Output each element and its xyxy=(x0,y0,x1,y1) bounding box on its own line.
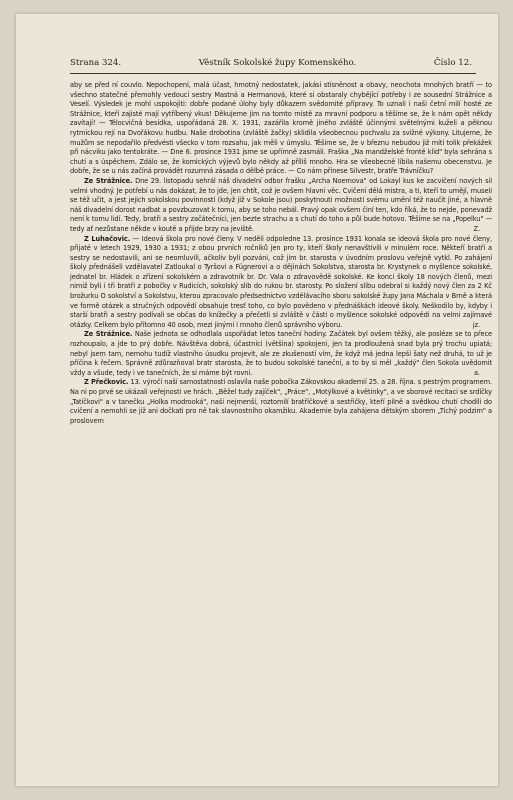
journal-title: Věstník Sokolské župy Komenského. xyxy=(198,58,357,68)
author-signature: Z. xyxy=(473,223,480,233)
paragraph-preckovice xyxy=(70,377,492,425)
place-heading: Ze Strážnice. xyxy=(84,175,133,185)
place-heading: Z Přečkovic. xyxy=(84,377,129,387)
document-page xyxy=(16,14,498,786)
author-signature: a. xyxy=(474,367,480,377)
place-heading: Ze Strážnice. xyxy=(84,329,133,339)
paragraph-text: Dne 29. listopadu sehrál náš divadelní odbor frašku „Archa Noemova" od Lokayl kus ke zacvičení nových sil velmi vhodný. Je potřebí u nás dokázat, že to jde, jen chtít, což je ovšem hlavní věc. Cvičení dělá mistra, a ti, kteří to umějí, museli se též učit, a jest jejich sokolskou povinností (když již v Sokole jsou) poskytnouti možnosti svému umění též naučit jiné, a hlavně náš divadelní dorost nadbat a povzbuzovat k tomu, aby se toho nebál. Pravý opak ovšem činí ten, kdo říká, že to nejde, ponevadž není k tomu lidí. Tedy, bratři a sestry začátečníci, jen bezte strachu a s chutí do toho a půl bude hotovo. Těšíme se na „Popelku" — tedy ať nezůstane někde v koutě a přijde brzy na jeviště. xyxy=(70,175,492,233)
paragraph-luhacovice xyxy=(70,234,492,330)
paragraph-text: 13. výročí naší samostatnosti oslavila naše pobočka Zákovskou akademií 25. a 28. října. s pestrým programem. Na ni po prvé se ukázali veřejnosti ve hrách. „Běžel tudy zajíček", „Práce", „Motýlkové a květinky", a ve sborové recitaci se srdíčky „Tatíčkovi" a v tanečku „Holka modrooká", naši nejmenší, roztomilí bratříčkové a sestřičky, kteří pilně a svědkou chutí chodili do cvičení a nemohli se již ani dočkati pro ně tak slavnostního okamžiku. Akademie byla zahájena dětským sborem „Tichý podzim" a proslovem xyxy=(70,377,492,425)
article-body xyxy=(70,80,492,425)
author-signature: jz. xyxy=(472,319,480,329)
paragraph-text: Naše jednota se odhodlala uspořádat letos taneční hodiny. Začátek byl ovšem těžký, ale posléze se to přece rozhoupalo, a jde to prý dobře. Návštěva dobrá, účastníci (většina) spokojeni, jen ta prodloužená snad byla prý trochu upiatá; nebyl jsem tam, nemohu tudíž vlastního úsudku projevit, ale ze zkušeností vím, že když má jedna lepší šaty než druhá, to už je příčina k řečem. Správně zdůrazňoval bratr starosta, že to budou sokolské taneční, a to by si měl „každý" člen Sokola uvědomit vždy a všude, tedy i ve tanečních, že si máme být rovni. xyxy=(70,329,492,377)
issue-number: Číslo 12. xyxy=(433,58,472,68)
paragraph-text: aby se před ní couvlo. Nepochopení, malá účast, hmotný nedostatek, jakási stísněnost a obavy, neochota mnohých bratří — to všechno statečné přemohly vedoucí sestry Mastná a Hermanová, které si obstaraly chybějící potřeby i ze sousední Strážnice a Veselí. Výsledek je mohl uspokojiti: dobře podané úlohy byly důkazem svědomité přípravy. To uznali i naši četní milí hosté ze Strážnice, kteří zajisté mají vytříbený vkus! Děkujeme jim na tomto místě za mravní podporu a těšíme se, že k nám opět někdy zavítají! — Tělocvičná besídka, uspořádaná 28. X. 1931, zazářila kromě jiného zvláště účinnými světelnými kuželi a pěknou rytmickou rejí na Dvořákovu hudbu. Naše drobotina (zvláště žačky) sklidila všeobecnou pochvalu za svižné výkony. Litujeme, že mužům se nepodařilo předvésti všecko v tom rozsahu, jak měli v úmyslu. Těšíme se, že v březnu nebudou již mítí tolik překážek při nácviku jako tentokráte. — Dne 6. prosince 1931 jsme se upřímně zasmáli. Fraška „Na mandželské frontě klid" byla sehrána s chutí a s úspěchem. Zdálo se, že komických výjevů bylo někdy až příliš mnoho. Hra se všeobecně líbila našemu obecenstvu. Je dobře, že se u nás začíná provádět rozumná zásada o dělbě práce. — Co nám přinese Silvestr, bratře Trávníčku? xyxy=(70,80,492,176)
page-number: Strana 324. xyxy=(70,58,122,68)
page-header xyxy=(70,58,472,68)
paragraph-intro xyxy=(70,80,492,176)
place-heading: Z Luhačovic. xyxy=(84,233,131,243)
paragraph-text: — Ideová škola pro nové členy. V neděli odpoledne 13. prosince 1931 konala se ideová škola pro nové členy, přijaté v letech 1929, 1930 a 1931; z obou prvních ročníků jen pro ty, kteří školy nenavštívili v minulém roce. Někteří bratři a sestry se nedostavili, ani se neomluvili, ačkoliv byli pozváni, což jim br. starosta v úvodním proslovu veřejně vytkl. Po zahájení školy přednášeli vzdělavatel Zatloukal o Tyršovi a Fügnerovi a o dějinách Sokolstva, starosta br. Krystynek o myšlence sokolské, jednatel br. Hládek o zřízení sokolském a zdravotník br. Dr. Vala o zdravovědě sokolské. Ke konci školy 18 nových členů, mezi nimiž byli i tři bratři z pobočky v Rudicích, sokolský slib do rukou br. starosty. Po složení slibu odebral si každý nový člen za 2 Kč brožurku O sokolství a Sokolstvu, kterou zpracovalo předsednictvo vzdělávacího sboru sokolské župy Jana Máchala v Brně a která ve formě otázek a stručných odpovědí obsahuje tresť toho, co bylo povědeno v přednáškách ideové školy. Neškodilo by, kdyby i starší bratři a sestry podívali se občas do knížečky a přečetli si zvláště v části o myšlence sokolské odpovědi na velmi zajímavé otázky. Celkem bylo přítomno 40 osob, mezi jinými i mnoho členů správního výboru. xyxy=(70,233,492,329)
header-rule xyxy=(70,73,476,74)
